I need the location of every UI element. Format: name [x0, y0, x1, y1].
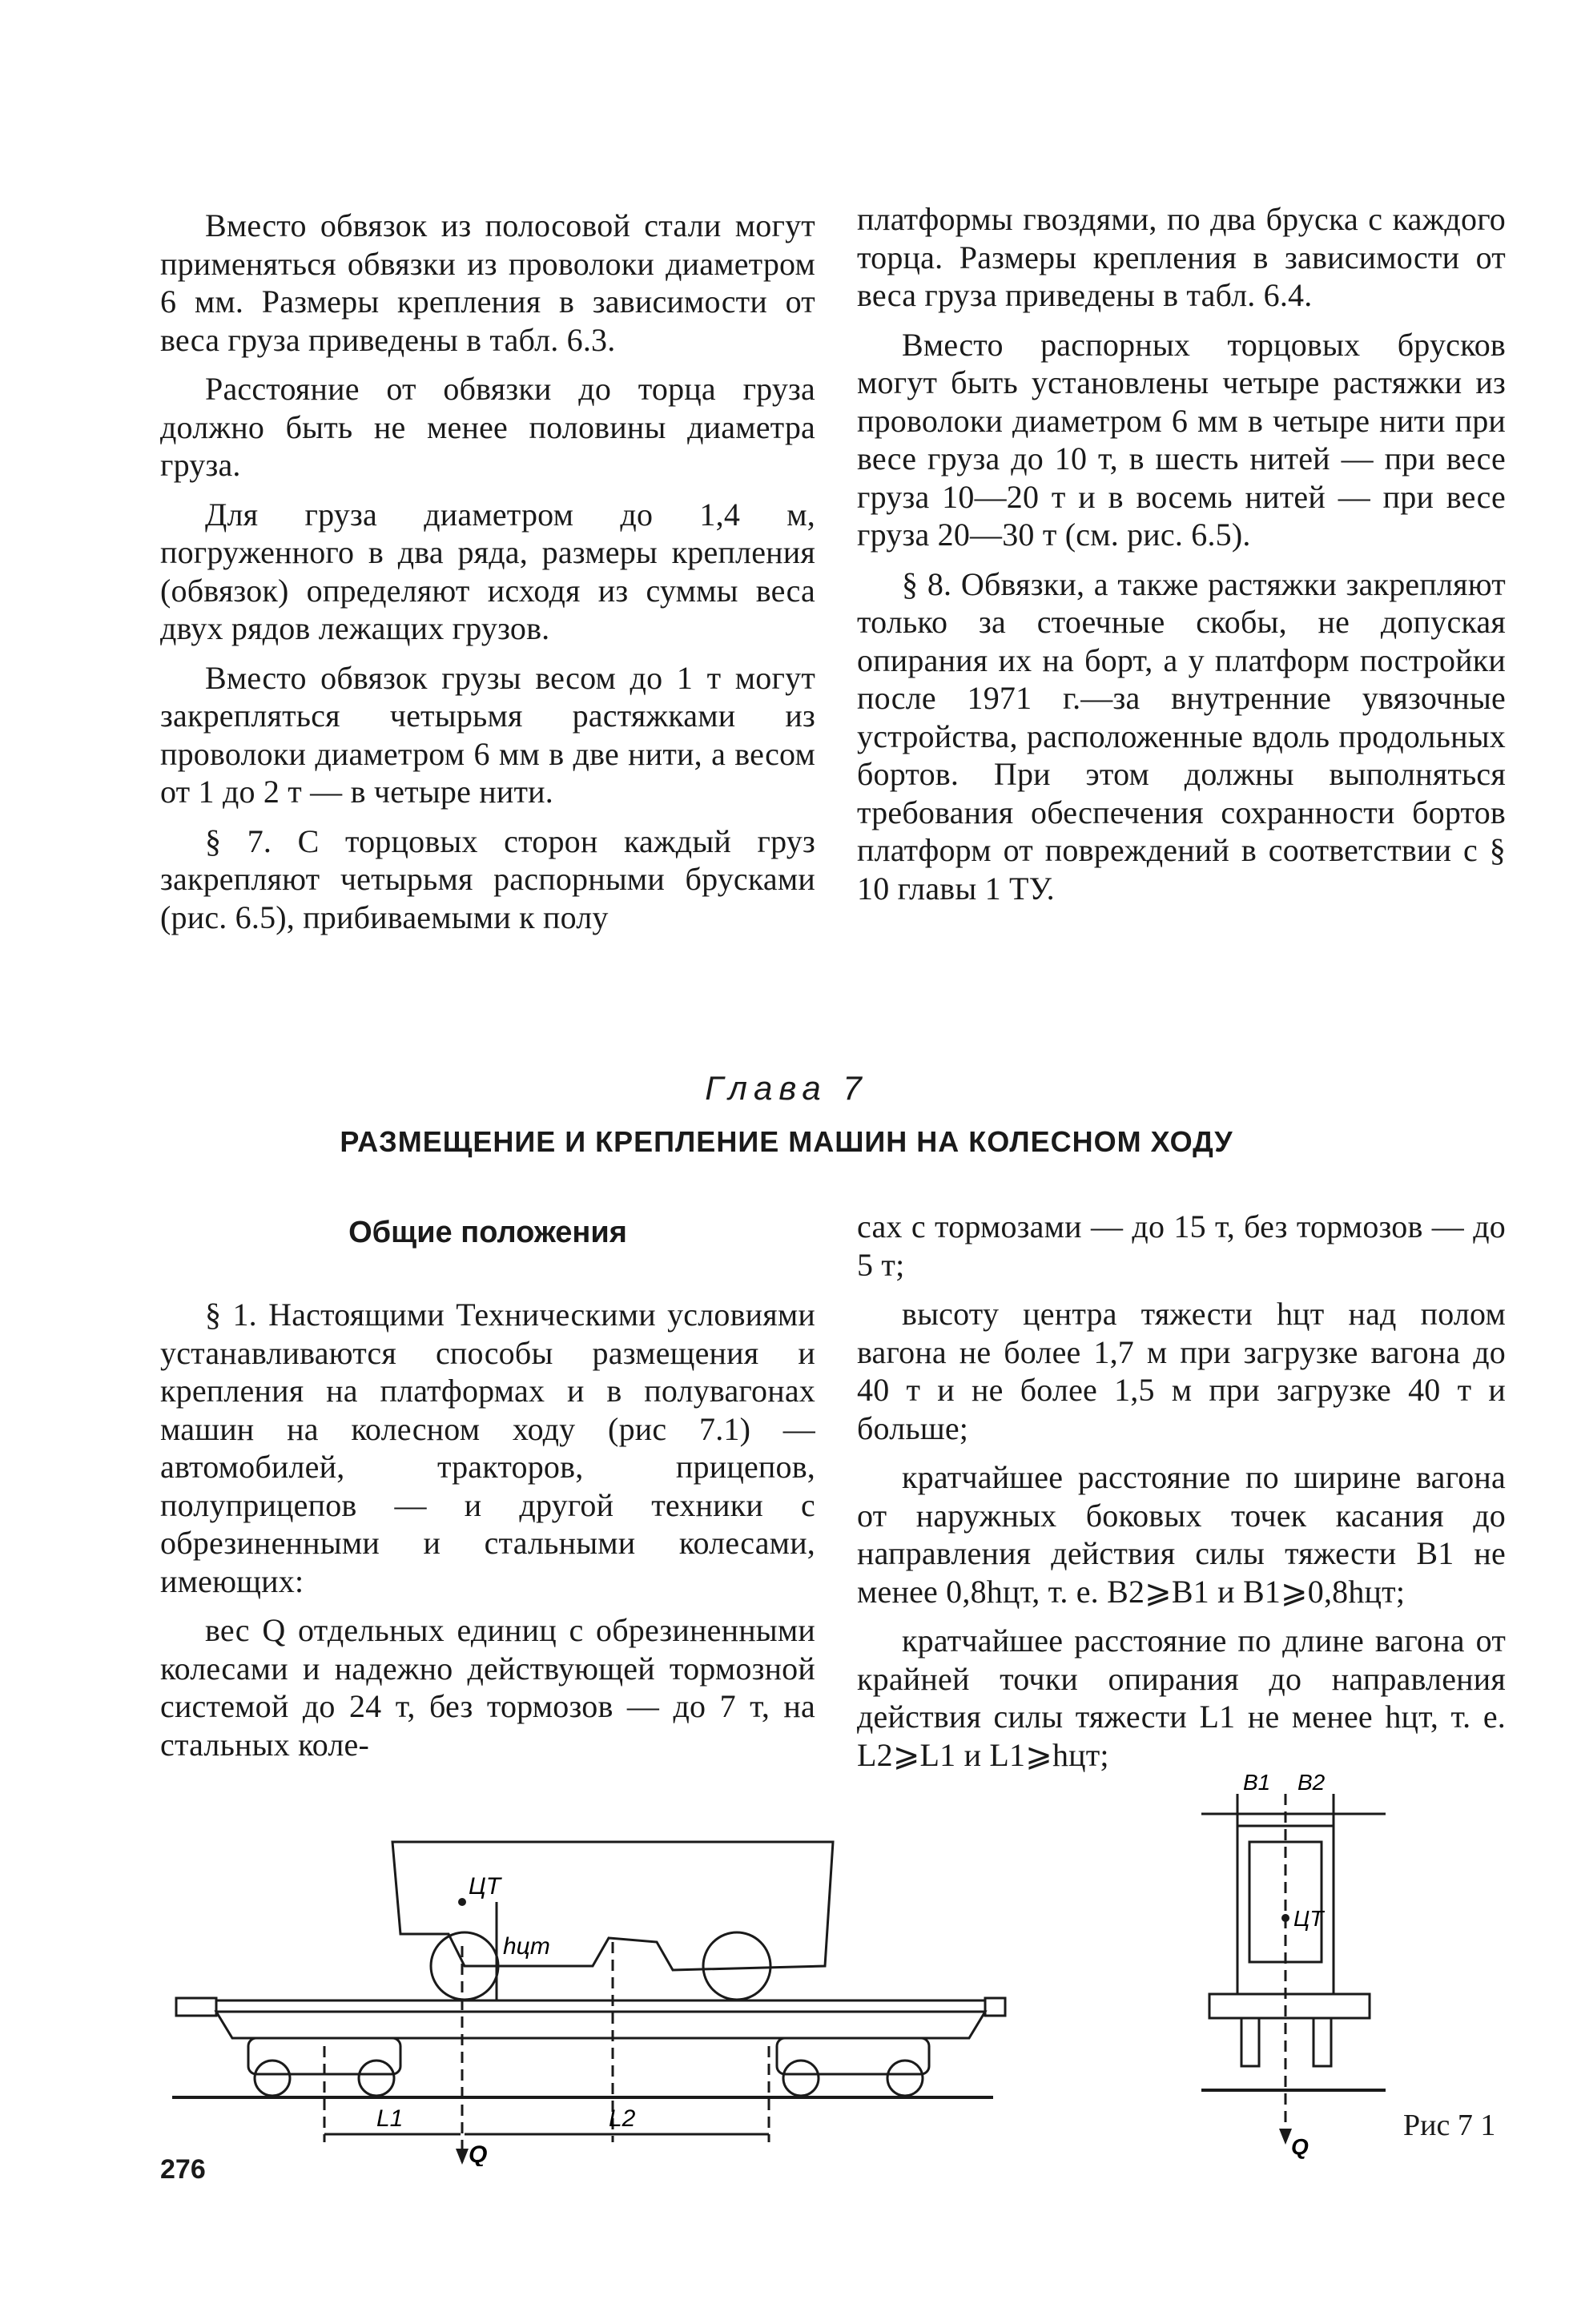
paragraph: Вместо обвязок из полосовой стали могут применяться обвязки из проволоки диаметром 6 мм. Размеры крепления в зависимости от веса груза приведены в табл. 6.3.: [160, 207, 815, 358]
cg-point: [458, 1898, 466, 1906]
paragraph: § 7. С торцовых сторон каждый груз закрепляют четырьмя распорными брусками (рис. 6.5), прибиваемыми к полу: [160, 822, 815, 935]
coupler-right: [985, 1998, 1005, 2016]
paragraph: Для груза диаметром до 1,4 м, погруженного в два ряда, размеры крепления (обвязок) определяют исходя из суммы веса двух рядов лежащих грузов.: [160, 496, 815, 646]
label-h: hцт: [503, 1933, 550, 1960]
bogie-wheel: [887, 2061, 923, 2096]
paragraph: § 8. Обвязки, а также растяжки закрепляют только за стоечные скобы, не допуская опирания их на борт, а у платформ постройки после 1971 г.—за внутренние увязочные устройства, расположенные вдоль продольных бортов. При этом должны выполняться требования обеспечения сохранности бортов платформ от повреждений в соответствии с § 10 главы 1 ТУ.: [857, 565, 1506, 907]
text-column-bottom-right: [857, 1208, 1506, 1785]
label-b2: B2: [1297, 1770, 1326, 1795]
bogie-wheel: [783, 2061, 819, 2096]
paragraph: высоту центра тяжести hцт над полом вагона не более 1,7 м при загрузке вагона до 40 т и не более 1,5 м при загрузке 40 т и больше;: [857, 1296, 1506, 1446]
bogie-wheel: [359, 2061, 394, 2096]
figure-side-view: [160, 1806, 1009, 2166]
paragraph: Расстояние от обвязки до торца груза должно быть не менее половины диаметра груза.: [160, 371, 815, 483]
section-title: Общие положения: [348, 1216, 627, 1249]
vehicle-wheel: [703, 1932, 770, 2000]
page-number: 276: [160, 2154, 206, 2185]
force-arrow: [1279, 2129, 1292, 2145]
wheel-end: [1314, 2018, 1331, 2066]
figure-caption: Рис 7 1: [1403, 2109, 1496, 2142]
chapter-label: Глава 7: [705, 1069, 868, 1107]
paragraph: вес Q отдельных единиц с обрезиненными колесами и надежно действующей тормозной системой до 24 т, без тормозов — до 7 т, на стальных коле-: [160, 1612, 815, 1763]
label-l2: L2: [609, 2105, 636, 2132]
figure-end-view: [1185, 1762, 1410, 2162]
bogie-right: [777, 2038, 929, 2074]
label-b1: B1: [1243, 1770, 1271, 1795]
label-q: Q: [469, 2141, 488, 2166]
text-column-top-right: [857, 200, 1506, 919]
text-column-bottom-left: [160, 1296, 815, 1775]
paragraph: Вместо обвязок грузы весом до 1 т могут закрепляться четырьмя растяжками из проволоки диаметром 6 мм в две нити, а весом от 1 до 2 т — в четыре нити.: [160, 659, 815, 810]
bogie-wheel: [255, 2061, 290, 2096]
platform-frame: [216, 2012, 985, 2038]
paragraph: Вместо распорных торцовых брусков могут быть установлены четыре растяжки из проволоки диаметром 6 мм в четыре нити при весе груза до 10 т, в шесть нитей — при весе груза 10—20 т и в восемь нитей — при весе груза 20—30 т (см. рис. 6.5).: [857, 326, 1506, 553]
label-l1: L1: [376, 2105, 404, 2132]
wheel-end: [1241, 2018, 1259, 2066]
paragraph: платформы гвоздями, по два бруска с каждого торца. Размеры крепления в зависимости от веса груза приведены в табл. 6.4.: [857, 201, 1506, 313]
cg-point: [1281, 1914, 1289, 1922]
force-arrow: [456, 2149, 469, 2165]
platform-deck: [216, 2000, 985, 2012]
label-cg-end: ЦТ: [1293, 1906, 1324, 1931]
paragraph: § 1. Настоящими Техническими условиями устанавливаются способы размещения и крепления на платформах и в полувагонах машин на колесном ходу (рис 7.1) — автомобилей, тракторов, прицепов, полуприцепов — и другой техники с обрезиненными и стальными колесами, имеющих:: [160, 1297, 815, 1599]
platform-end: [1209, 1994, 1370, 2018]
paragraph: сах с тормозами — до 15 т, без тормозов — до 5 т;: [857, 1208, 1506, 1283]
label-q-end: Q: [1291, 2134, 1309, 2159]
paragraph: кратчайшее расстояние по ширине вагона от наружных боковых точек касания до направления действия силы тяжести B1 не менее 0,8hцт, т. е. B2⩾B1 и B1⩾0,8hцт;: [857, 1459, 1506, 1610]
text-column-top-left: [160, 207, 815, 947]
paragraph: кратчайшее расстояние по длине вагона от крайней точки опирания до направления действия силы тяжести L1 не менее hцт, т. е. L2⩾L1 и L1⩾hцт;: [857, 1622, 1506, 1773]
coupler-left: [176, 1998, 216, 2016]
label-cg: ЦТ: [469, 1873, 501, 1900]
chapter-title: РАЗМЕЩЕНИЕ И КРЕПЛЕНИЕ МАШИН НА КОЛЕСНОМ ХОДУ: [340, 1125, 1233, 1158]
